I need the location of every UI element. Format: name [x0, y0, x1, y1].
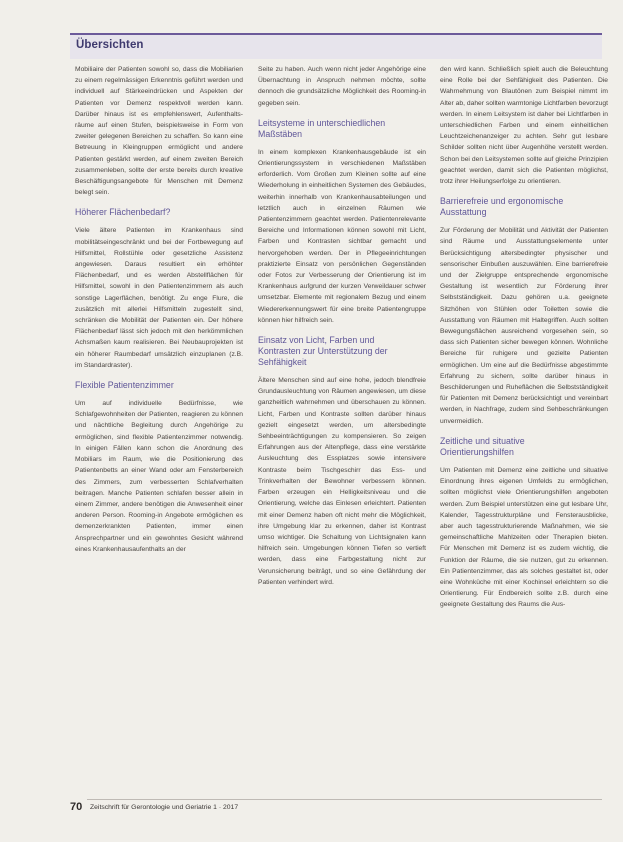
- body-paragraph: Seite zu haben. Auch wenn nicht jeder Angehörige eine Übernachtung in Anspruch nehmen möchte, sollte dennoch die grundsätzliche Möglichkeit des Rooming-in gegeben sein.: [258, 66, 426, 107]
- text-column-2: [258, 64, 426, 588]
- text-column-1: [75, 64, 243, 555]
- subheading: Zeitliche und situative Orientierungshilfen: [440, 435, 525, 457]
- text-column-3: [440, 64, 608, 611]
- body-paragraph: Viele ältere Patienten im Krankenhaus sind mobilitätseingeschränkt und bei der Fortbewegung auf Hilfsmittel, Rollstühle oder gesetzliche Assistenz angewiesen. Daraus resultiert ein erhöhter Flächenbedarf, und es werden Abstellflächen für Hilfsmittel, sowohl in den Patientenzimmern als auch sonstige Lagerflächen, benötigt. Zu enge Flure, die zusätzlich mit allerlei Hilfsmitteln zugestellt sind, schränken die Mobilität der Patienten ein. Der höhere Flächenbedarf lässt sich jedoch mit den herkömmlichen Achsmaßen kaum realisieren. Bei Neubauprojekten ist ein höherer Raumbedarf umsätzlich einzuplanen (z.B. im Standardraster).: [75, 227, 243, 369]
- body-paragraph: den wird kann. Schließlich spielt auch die Beleuchtung eine Rolle bei der Sehfähigkeit des Patienten. Die Wahrnehmung von Blautönen zum Beispiel nimmt im Alter ab, daher sollten warmtonige Lichtfarben bevorzugt werden. In einem Leitsystem ist daher bei Lichtfarben in unterschiedlichen Farben und einem einheitlichen Leuchtzeichenanzeiger zu achten. Sehr gut lesbare Schilder sollten nicht über Augenhöhe verstellt werden. Schon bei den Leitsystemen sollte auf gleiche Prinzipien geachtet werden, damit sich die Patienten möglichst, trotz ihrer Heilungserfolge zu orientieren.: [440, 66, 608, 186]
- body-paragraph: Mobiliaire der Patienten sowohl so, dass die Mobiliarien zu einem regelmässigen Erkenntnis geführt werden und individuell auf Stärkeeindrücken und Aspekten der Patienten vor Demenz respektvoll werden kann. Darüber hinaus ist es empfehlenswert, Aufenthalts-räume auf einen Stufen, beispielsweise in Form von zweiter gelegenen Bereichen zu schaffen. So kann eine Betreuung in Kleingruppen ermöglicht und andere Patienten gestärkt werden, auf einem zweiten Bereich zusammenleben, sollte der erste bereits durch kreative Beschäftigungsangebote für Menschen mit Demenz belegt sein.: [75, 66, 243, 197]
- subheading: Barrierefreie und ergonomische Ausstattung: [440, 196, 564, 218]
- journal-citation: Zeitschrift für Gerontologie und Geriatrie 1 · 2017: [90, 804, 239, 811]
- body-paragraph: Zur Förderung der Mobilität und Aktivität der Patienten sind Räume und Ausstattungselemente unter Berücksichtigung altersbedingter physischer und sensorischer Einbußen auszuwählen. Eine barrierefreie und der Zielgruppe entsprechende ergonomische Gestaltung ist wesentlich zur Förderung ihrer Selbstständigkeit. Dazu gehören u.a. geeignete Sitzhöhen von Stühlen oder Toiletten sowie die Ausstattung von Räumen mit Haltegriffen. Auch sollten Bewegungsflächen ausreichend vorgesehen sein, so dass sich Patienten sicher bewegen können. Wohnliche Bereiche für ruhigere und gezielte Patienten ermöglichen. Um eine auf die Bedürfnisse abgestimmte Erfahrung zu sichern, sollte darüber hinaus in Beschilderungen und Ruheflächen die Selbstständigkeit für Patienten mit Demenz berücksichtigt und vereinbart werden, in Nachfrage, zudem sind Sehbeschränkungen unvermeidlich.: [440, 227, 608, 425]
- page-number: 70: [70, 801, 83, 813]
- subheading: Flexible Patientenzimmer: [75, 380, 174, 391]
- section-title: Übersichten: [76, 39, 144, 51]
- body-paragraph: Ältere Menschen sind auf eine hohe, jedoch blendfreie Grundausleuchtung von Räumen angewiesen, um diese ganzheitlich wahrnehmen und überschauen zu können. Licht, Farben und Kontraste sollten darüber hinaus gezielt eingesetzt werden, um altersbedingte Sehbeeinträchtigungen zu kompensieren. So zeigen Erfahrungen aus der Altenpflege, dass eine verstärkte Ausleuchtung des Essplatzes sowie intensivere Kontraste beim Tischgeschirr das Ess- und Trinkverhalten der Bewohner verbessern können. Farben erzeugen ein Helligkeitsniveau und die Orientierung, welche das Einlesen erleichtert. Patienten mit einer Demenz haben oft nicht mehr die Möglichkeit, ihre Umgebung klar zu erkennen, daher ist Kontrast umso wichtiger. Die Schaltung von Lichtsignalen kann hilfreich sein. Umgebungen können Tiefen so vertieft werden, dass eine Farbgestaltung nicht zur Verunsicherung beiträgt, und so eine Gefährdung der Patienten verhindert wird.: [258, 377, 426, 586]
- section-header-bar: [70, 33, 602, 59]
- subheading: Einsatz von Licht, Farben und Kontrasten zur Unterstützung der Sehfähigkeit: [258, 335, 388, 368]
- body-paragraph: In einem komplexen Krankenhausgebäude ist ein Orientierungssystem in verschiedenen Maßstäben erforderlich. Vom Großen zum Kleinen sollte auf eine Wiederholung in einheitlichen Systemen des Gebäudes, weiterhin innerhalb von Krankenhausabteilungen und letztlich auch in einzelnen Räumen wie Patientenzimmern geachtet werden. Patientenrelevante Bereiche und Informationen können sowohl mit Licht, Farben und Kontrasten sichtbar gemacht und hervorgehoben werden. Der in Pflegeeinrichtungen praktizierte Einsatz von persönlichen Gegenständen oder Fotos zur Verbesserung der Orientierung ist im Krankenhaus aufgrund der kurzen Verweildauer schwer umsetzbar. Elemente mit regionalem Bezug und einem Wiedererkennungswert für eine breite Patientengruppe können hier hilfreich sein.: [258, 148, 426, 324]
- body-paragraph: Um Patienten mit Demenz eine zeitliche und situative Einordnung ihres eigenen Umfelds zu ermöglichen, sollten möglichst viele Orientierungshilfen angeboten werden. Zum Beispiel unterstützen eine gut lesbare Uhr, Kalender, Tagesstrukturpläne und Fensterausblicke, aber auch tagesstrukturierende Maßnahmen, wie sie gemeinschaftliche Mahlzeiten oder Therapien bieten. Für Menschen mit Demenz ist es zudem wichtig, die Funktion der Räume, die sie nutzen, gut zu erkennen. Ein Patientenzimmer, das als solches gestaltet ist, oder eine Wohnküche mit einer Kochinsel erleichtern so die Orientierung. Für Endbereich sollte z.B. durch eine geeignete Gestaltung des Raums die Aus-: [440, 466, 608, 609]
- footer-rule: [87, 799, 602, 800]
- subheading: Höherer Flächenbedarf?: [75, 207, 171, 218]
- page-footer: [70, 801, 602, 817]
- subheading: Leitsysteme in unterschiedlichen Maßstäben: [258, 117, 386, 139]
- body-paragraph: Um auf individuelle Bedürfnisse, wie Schlafgewohnheiten der Patienten, reagieren zu können und nächtliche Begleitung durch Angehörige zu ermöglichen, sind flexible Patientenzimmer notwendig. In einigen Fällen kann schon die Anordnung des Mobiliars im Raum, wie die Positionierung des Patientenbetts an einer Wand oder am Fensterbereich des Zimmers, zum verbesserten Schlafverhalten beitragen. Manche Patienten schlafen besser allein in einem Zimmer, andere benötigen die Anwesenheit einer anderen Person. Rooming-in Angebote ermöglichen es demenzerkrankten Patienten, immer einen Ansprechpartner und ein gewohntes Gesicht während eines Krankenhausaufenthalts an der: [75, 400, 243, 553]
